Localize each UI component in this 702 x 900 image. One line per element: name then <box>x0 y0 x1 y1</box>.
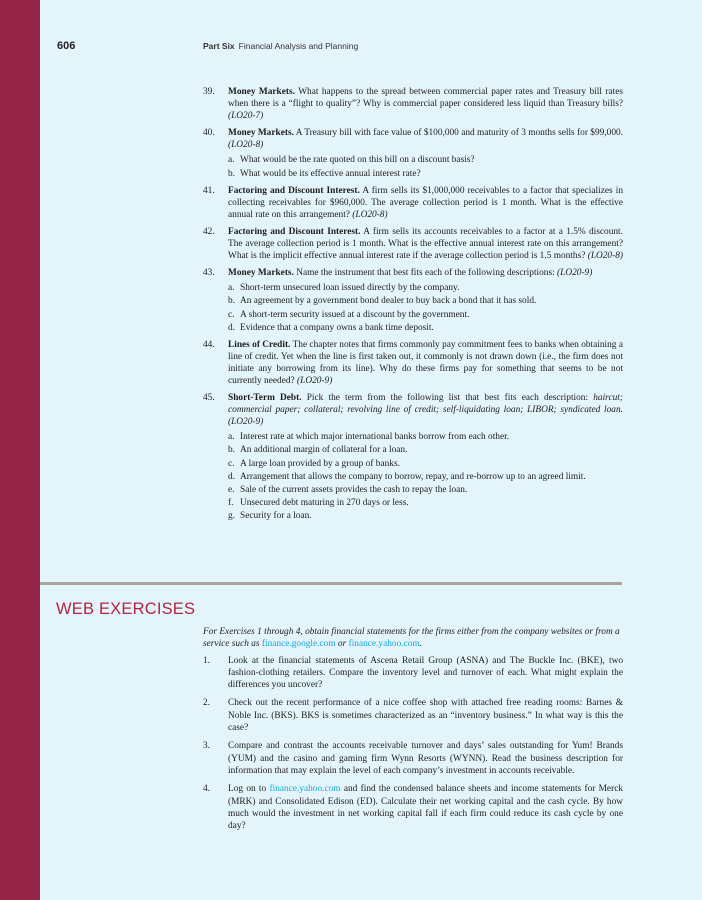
subitem-text: What would be its effective annual interest rate? <box>240 168 421 179</box>
web-exercises-heading: WEB EXERCISES <box>56 600 196 618</box>
subitem-text: An agreement by a government bond dealer to buy back a bond that it has sold. <box>240 296 537 307</box>
problem-subitem <box>228 444 623 456</box>
problem-text: The chapter notes that firms commonly pay commitment fees to banks when obtaining a line of credit. Yet when the line is first taken out, it commonly is not drawn down (i.e., the firm does not initiate any borrowing from its line). Why do these firms pay for something that seems to be not currently needed? <box>228 339 623 386</box>
problem-45-subitems <box>228 431 623 522</box>
part-title: Financial Analysis and Planning <box>238 41 359 51</box>
problem-container <box>203 86 623 387</box>
subitem-letter: e. <box>228 484 235 495</box>
section-divider <box>40 582 622 585</box>
exercise-number: 4. <box>203 784 211 795</box>
problem-text: A firm sells its $1,000,000 receivables to a factor that specializes in collecting receivables for $960,000. The average collection period is 1 month. What is the effective annual rate on this arrangement? <box>228 185 623 220</box>
link-finance-yahoo[interactable]: finance.yahoo.com <box>348 639 420 650</box>
problem-number: 43. <box>203 268 215 279</box>
web-exercise-2 <box>203 697 623 734</box>
link-finance-google[interactable]: finance.google.com <box>261 639 336 650</box>
problem-number: 41. <box>203 185 215 196</box>
subitem-text: Interest rate at which major international banks borrow from each other. <box>240 432 510 443</box>
subitem-text: Evidence that a company owns a bank time deposit. <box>240 322 434 333</box>
problem-subitem <box>228 497 623 509</box>
page-number: 606 <box>57 40 76 52</box>
web-exercise-1 <box>203 655 623 692</box>
web-exercises <box>203 626 623 838</box>
problem-title: Money Markets. <box>228 87 295 97</box>
web-intro-text: For Exercises 1 through 4, obtain financial statements for the firms either from the company websites or from a service such as <box>203 627 620 650</box>
exercise-text: Check out the recent performance of a nice coffee shop with attached free reading rooms: Barnes & Noble Inc. (BKS). BKS is sometimes characterized as an “inventory business.” In what way is this the case? <box>228 698 623 734</box>
page-spine-band <box>0 0 40 900</box>
exercise-text: Compare and contrast the accounts receivable turnover and days’ sales outstanding for Yum! Brands (YUM) and the casino and gaming firm Wynn Resorts (WYNN). Read the business description for information that may explain the level of each company’s investment in accounts receivable. <box>228 741 623 776</box>
problem-text: A Treasury bill with face value of $100,000 and maturity of 3 months sells for $99,000. <box>293 128 623 139</box>
exercise-text: Look at the financial statements of Ascena Retail Group (ASNA) and The Buckle Inc. (BKE), two fashion-clothing retailers. Compare the inventory level and turnover of each. What might explain the differences you uncover? <box>228 655 623 691</box>
problem-subitem <box>228 168 623 180</box>
problem-title: Lines of Credit. <box>228 339 291 350</box>
subitem-text: A large loan provided by a group of banks. <box>240 458 400 469</box>
problem-item <box>203 127 623 179</box>
exercise-number: 3. <box>203 741 211 752</box>
subitem-letter: a. <box>228 155 235 166</box>
learning-objective: (LO20-7) <box>228 111 264 122</box>
problem-item <box>203 267 623 333</box>
problem-45 <box>203 392 623 522</box>
subitem-letter: b. <box>228 296 236 307</box>
web-intro-or: or <box>335 639 349 650</box>
web-exercise-3 <box>203 740 623 777</box>
exercise-number: 2. <box>203 698 211 709</box>
web-intro <box>203 626 623 651</box>
subitem-text: Arrangement that allows the company to borrow, repay, and re-borrow up to an agreed limit. <box>240 471 586 482</box>
subitem-text: Security for a loan. <box>240 510 312 521</box>
problem-text: Name the instrument that best fits each of the following descriptions: <box>293 268 558 279</box>
part-label: Part Six <box>203 41 235 51</box>
subitem-letter: d. <box>228 322 236 333</box>
problem-subitem <box>228 471 623 483</box>
problem-subitem <box>228 458 623 470</box>
exercise-text-pre: Log on to <box>228 784 270 795</box>
subitem-letter: a. <box>228 432 235 443</box>
subitem-letter: b. <box>228 168 236 179</box>
subitem-text: Sale of the current assets provides the cash to repay the loan. <box>240 484 468 495</box>
subitem-letter: c. <box>228 309 235 320</box>
exercise-number: 1. <box>203 655 211 666</box>
problem-subitem <box>228 154 623 166</box>
learning-objective: (LO20-8) <box>352 209 388 220</box>
learning-objective: (LO20-8) <box>228 140 264 151</box>
subitem-text: Unsecured debt maturing in 270 days or less. <box>240 497 409 508</box>
problem-number: 45. <box>203 393 215 404</box>
link-finance-yahoo-2[interactable]: finance.yahoo.com <box>269 784 341 795</box>
problem-subitem <box>228 295 623 307</box>
problem-title: Money Markets. <box>228 128 294 139</box>
learning-objective: (LO20-9) <box>557 268 593 279</box>
problem-number: 40. <box>203 128 215 139</box>
learning-objective: (LO20-9) <box>228 417 264 428</box>
problem-title: Factoring and Discount Interest. <box>228 185 360 196</box>
problem-title: Money Markets. <box>228 268 294 279</box>
problem-number: 44. <box>203 339 215 350</box>
problem-subitem <box>228 282 623 294</box>
web-exercise-4 <box>203 783 623 832</box>
subitem-letter: f. <box>228 497 234 508</box>
problem-subitem <box>228 431 623 443</box>
subitem-text: An additional margin of collateral for a loan. <box>240 445 408 456</box>
term-list: haircut; commercial paper; collateral; revolving line of credit; self-liquidating loan; LIBOR; syndicated loan. <box>228 393 623 416</box>
subitem-letter: c. <box>228 458 235 469</box>
subitem-text: Short-term unsecured loan issued directly by the company. <box>240 283 460 294</box>
problem-item <box>203 226 623 262</box>
problem-subitem <box>228 309 623 321</box>
problem-text: What happens to the spread between commercial paper rates and Treasury bill rates when there is a “flight to quality”? Why is commercial paper considered less liquid than Treasury bills? <box>228 87 623 110</box>
subitem-text: What would be the rate quoted on this bill on a discount basis? <box>240 155 475 166</box>
running-head <box>203 41 358 51</box>
problem-subitem <box>228 510 623 522</box>
exercise-text-post: and find the condensed balance sheets and income statements for Merck (MRK) and Consolidated Edison (ED). Calculate their net working capital and the cash cycle. By how much would the investment in net working capital fall if each firm could reduce its cash cycle by one day? <box>228 784 624 832</box>
problem-number: 42. <box>203 226 215 237</box>
problem-subitem <box>228 322 623 334</box>
problem-subitem <box>228 484 623 496</box>
subitem-letter: g. <box>228 510 236 521</box>
problem-title: Factoring and Discount Interest. <box>228 226 361 237</box>
subitem-letter: a. <box>228 283 235 294</box>
web-intro-end: . <box>419 639 423 650</box>
subitem-text: A short-term security issued at a discount by the government. <box>240 309 470 320</box>
learning-objective: (LO20-8) <box>587 251 623 262</box>
problem-title: Short-Term Debt. <box>228 393 302 404</box>
subitem-letter: b. <box>228 445 236 456</box>
problem-text: Pick the term from the following list that best fits each description: <box>301 393 594 404</box>
problem-item <box>203 185 623 221</box>
learning-objective: (LO20-9) <box>297 375 333 386</box>
problem-item <box>203 339 623 387</box>
problem-number: 39. <box>203 87 215 97</box>
subitem-letter: d. <box>228 471 236 482</box>
problem-item <box>203 86 623 122</box>
problem-list <box>203 86 623 527</box>
problem-text: A firm sells its accounts receivables to a factor at a 1.5% discount. The average collection period is 1 month. What is the effective annual interest rate on this arrangement? What is the implicit effective annual interest rate if the average collection period is 1.5 months? <box>228 226 623 262</box>
